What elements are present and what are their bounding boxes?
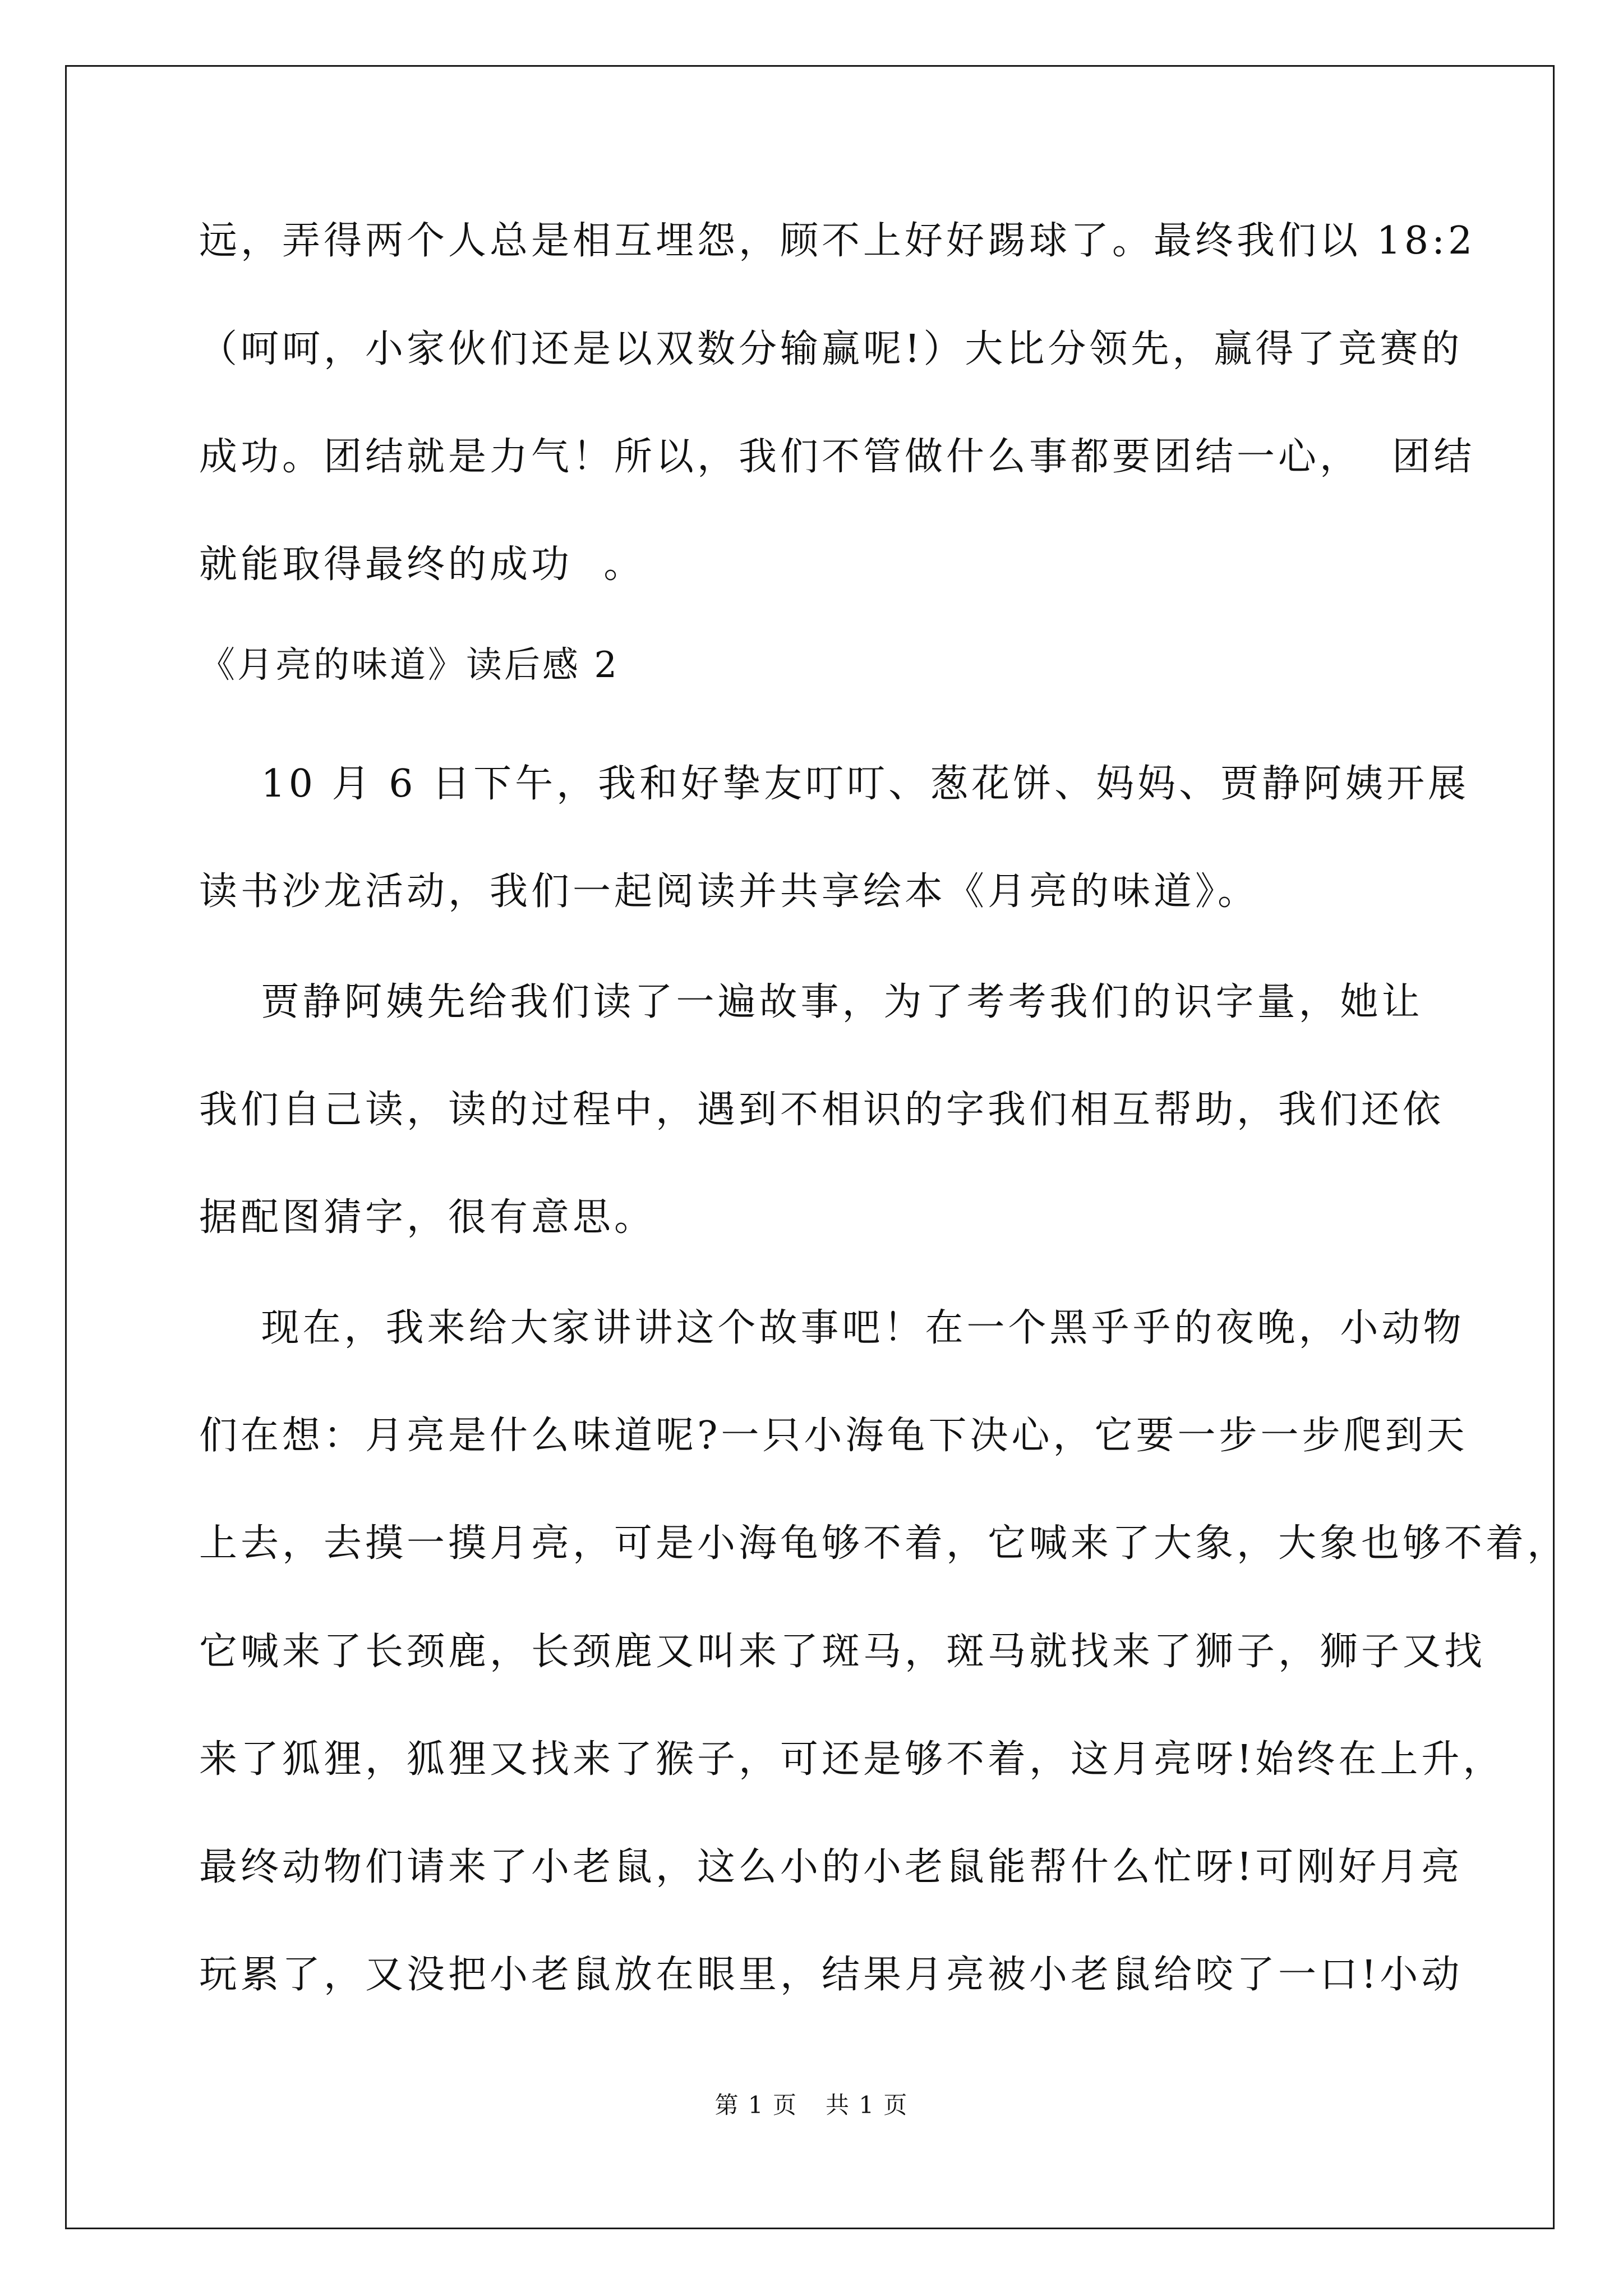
text-line: 玩累了，又没把小老鼠放在眼里，结果月亮被小老鼠给咬了一口!小动 [199, 1953, 1463, 1997]
text-line: 最终动物们请来了小老鼠，这么小的小老鼠能帮什么忙呀!可刚好月亮 [199, 1845, 1463, 1889]
page-total: 共 1 页 [826, 2091, 909, 2119]
text-line: 贾静阿姨先给我们读了一遍故事，为了考考我们的识字量，她让 [199, 980, 1423, 1024]
text-line: 来了狐狸，狐狸又找来了猴子，可还是够不着，这月亮呀!始终在上升， [199, 1737, 1505, 1782]
text-line: 据配图猜字，很有意思。 [199, 1195, 656, 1240]
text-line: 远，弄得两个人总是相互埋怨，顾不上好好踢球了。最终我们以 18:2 [199, 219, 1476, 263]
page-number: 第 1 页 [714, 2091, 797, 2119]
text-line: 10 月 6 日下午，我和好挚友叮叮、葱花饼、妈妈、贾静阿姨开展 [199, 762, 1470, 806]
text-line: 成功。团结就是力气！所以，我们不管做什么事都要团结一心， 团结 [199, 435, 1476, 479]
text-line: 们在想：月亮是什么味道呢?一只小海龟下决心，它要一步一步爬到天 [199, 1414, 1468, 1458]
text-line: 我们自己读，读的过程中，遇到不相识的字我们相互帮助，我们还依 [199, 1088, 1445, 1132]
text-line: 就能取得最终的成功 。 [199, 542, 645, 587]
text-line: 现在，我来给大家讲讲这个故事吧！在一个黑乎乎的夜晚，小动物 [199, 1306, 1465, 1350]
page-border [65, 65, 1569, 2229]
text-line: 读书沙龙活动，我们一起阅读并共享绘本《月亮的味道》。 [199, 869, 1260, 914]
text-line: 它喊来了长颈鹿，长颈鹿又叫来了斑马，斑马就找来了狮子，狮子又找 [199, 1630, 1486, 1674]
text-line: 上去，去摸一摸月亮，可是小海龟够不着，它喊来了大象，大象也够不着， [199, 1521, 1569, 1566]
page-footer [0, 2091, 1623, 2119]
section-heading: 《月亮的味道》读后感 2 [199, 645, 620, 686]
text-line: （呵呵，小家伙们还是以双数分输赢呢!）大比分领先，赢得了竞赛的 [199, 327, 1463, 371]
